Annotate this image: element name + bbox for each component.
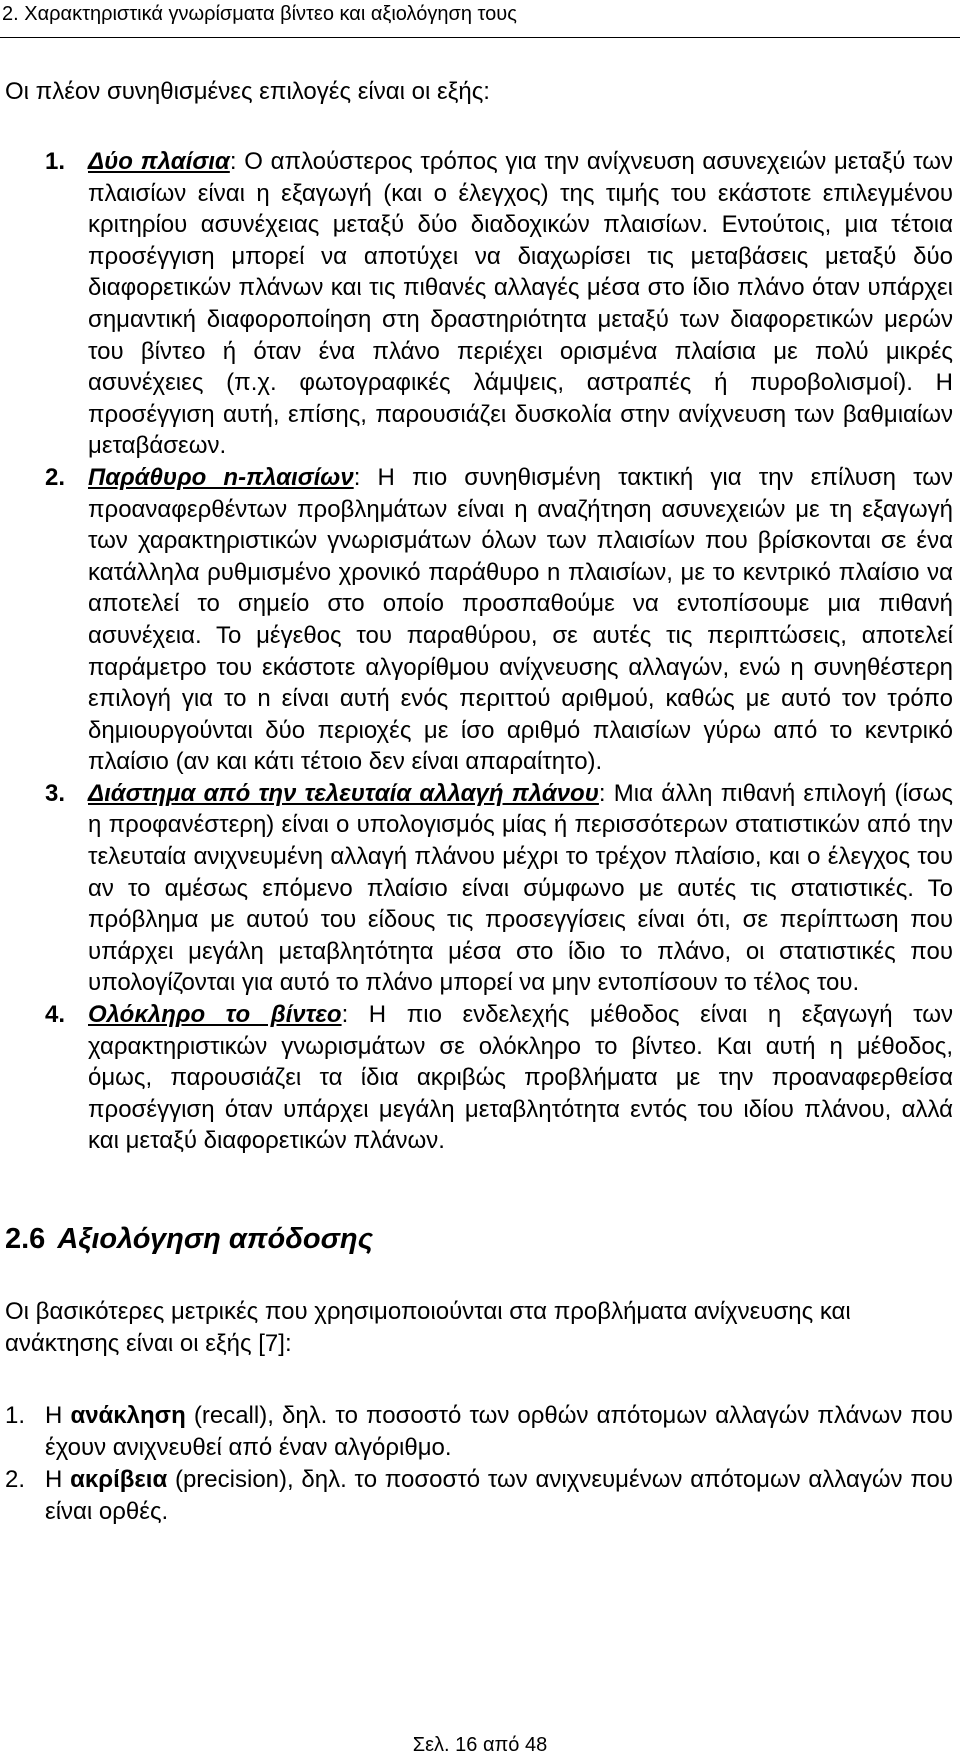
list-item: [5, 1400, 953, 1464]
item-term: ανάκληση: [70, 1402, 186, 1429]
page-header: [0, 0, 960, 38]
item-number: 1.: [5, 1402, 26, 1429]
running-title: 2. Χαρακτηριστικά γνωρίσματα βίντεο και αξιολόγηση τους: [2, 3, 517, 25]
item-prefix: Η: [45, 1402, 71, 1429]
page-number: Σελ. 16 από 48: [412, 1734, 548, 1756]
item-number: 3.: [45, 779, 66, 807]
list-item: [5, 999, 953, 1157]
item-term: Δύο πλαίσια: [88, 148, 230, 175]
item-text: : Ο απλούστερος τρόπος για την ανίχνευση ασυνεχειών μεταξύ των πλαισίων είναι η εξαγωγή (και ο έλεγχος) της τιμής του εκάστοτε επιλεγμένου κριτηρίου ασυνέχειας μεταξύ δύο διαδοχικών πλαισίων. Εντούτοις, μια τέτοια προσέγγιση μπορεί να αποτύχει να διαχωρίσει τις μεταβάσεις μεταξύ δύο διαφορετικών πλάνων και τις πιθανές αλλαγές μέσα στο ίδιο πλάνο όταν υπάρχει σημαντική διαφοροποίηση στη δραστηριότητα μεταξύ των διαφορετικών μερών του βίντεο ή όταν ένα πλάνο περιέχει ορισμένα πλαίσια με πολύ μικρές ασυνέχειες (π.χ. φωτογραφικές λάμψεις, αστραπές ή πυροβολισμοί). Η προσέγγιση αυτή, επίσης, παρουσιάζει δυσκολία στην ανίχνευση των βαθμιαίων μεταβάσεων.: [88, 148, 953, 460]
item-text: : Η πιο συνηθισμένη τακτική για την επίλυση των προαναφερθέντων προβλημάτων είναι η αναζήτηση ασυνεχειών με τη εξαγωγή των χαρακτηριστικών γνωρισμάτων όλων των πλαισίων που βρίσκονται σε ένα κατάλληλα ρυθμισμένο χρονικό παράθυρο n πλαισίων, με το κεντρικό πλαίσιο να αποτελεί το σημείο στο οποίο προσπαθούμε να εντοπίσουμε μια πιθανή ασυνέχεια. Το μέγεθος του παραθύρου, σε αυτές τις περιπτώσεις, αποτελεί παράμετρο του εκάστοτε αλγορίθμου ανίχνευσης αλλαγών, ενώ η συνηθέστερη επιλογή για το n είναι αυτή ενός περιττού αριθμού, καθώς με αυτό τον τρόπο δημιουργούνται δύο περιοχές με ίσο αριθμό πλαισίων γύρω από το κεντρικό πλαίσιο (αν και κάτι τέτοιο δεν είναι απαραίτητο).: [88, 463, 953, 776]
list-item: [5, 1464, 953, 1528]
document-body: [5, 76, 953, 1528]
list-item: [5, 462, 953, 778]
item-text: (recall), δηλ. το ποσοστό των ορθών απότομων αλλαγών πλάνων που έχουν ανιχνευθεί από έναν αλγόριθμο.: [45, 1402, 954, 1461]
page-footer: [0, 1733, 960, 1757]
item-number: 4.: [45, 1001, 66, 1029]
section-title: Αξιολόγηση απόδοσης: [57, 1223, 374, 1255]
item-text: : Μια άλλη πιθανή επιλογή (ίσως η προφανέστερη) είναι ο υπολογισμός μίας ή περισσότερων στατιστικών από την τελευταία ανιχνευμένη αλλαγή πλάνου μέχρι το τρέχον πλαίσιο, και ο έλεγχος του αν το αμέσως επόμενο πλαίσιο είναι σύμφωνο με αυτές τις στατιστικές. Το πρόβλημα με αυτού του είδους τις προσεγγίσεις είναι ότι, σε περίπτωση που υπάρχει μεγάλη μεταβλητότητα μέσα στο ίδιο το πλάνο, οι στατιστικές που υπολογίζονται για αυτό το πλάνο μπορεί να μην εντοπίσουν το τέλος του.: [88, 779, 953, 997]
item-number: 2.: [45, 463, 66, 491]
item-number: 1.: [45, 148, 66, 175]
intro-paragraph: Οι πλέον συνηθισμένες επιλογές είναι οι εξής:: [5, 78, 490, 105]
item-term: Παράθυρο n-πλαισίων: [88, 463, 354, 491]
options-list: [5, 146, 953, 1157]
item-number: 2.: [5, 1466, 26, 1493]
item-term: ακρίβεια: [70, 1466, 168, 1493]
item-term: Διάστημα από την τελευταία αλλαγή πλάνου: [88, 779, 599, 807]
metrics-intro-paragraph: Οι βασικότερες μετρικές που χρησιμοποιούνται στα προβλήματα ανίχνευσης και ανάκτησης είναι οι εξής [7]:: [5, 1298, 851, 1357]
list-item: [5, 146, 953, 462]
item-prefix: Η: [45, 1466, 71, 1493]
metrics-list: [5, 1400, 953, 1528]
section-heading: [5, 1221, 953, 1257]
item-term: Ολόκληρο το βίντεο: [88, 1001, 342, 1029]
list-item: [5, 778, 953, 999]
section-number: 2.6: [5, 1223, 46, 1255]
item-text: (precision), δηλ. το ποσοστό των ανιχνευμένων απότομων αλλαγών που είναι ορθές.: [45, 1466, 954, 1525]
item-text: : Η πιο ενδελεχής μέθοδος είναι η εξαγωγή των χαρακτηριστικών γνωρισμάτων σε ολόκληρο το βίντεο. Και αυτή η μέθοδος, όμως, παρουσιάζει τα ίδια ακριβώς προβλήματα με την προαναφερθείσα προσέγγιση όταν υπάρχει μεγάλη μεταβλητότητα εντός του ιδίου πλάνου, αλλά και μεταξύ διαφορετικών πλάνων.: [88, 1001, 953, 1155]
